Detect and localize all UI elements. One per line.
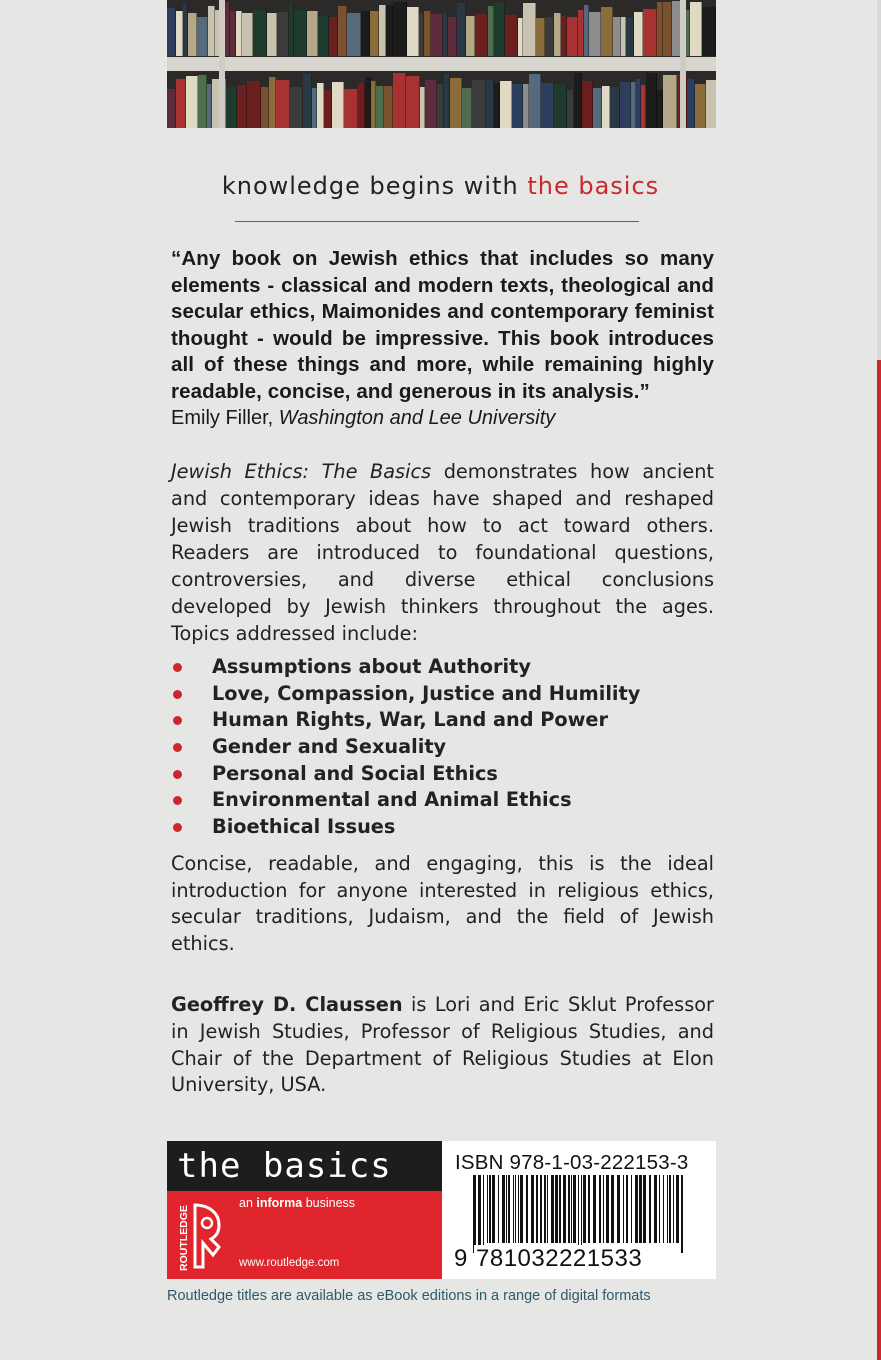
list-item (171, 654, 714, 681)
book-spine (523, 3, 536, 56)
right-edge-strip (877, 0, 881, 1360)
barcode-bar (654, 1175, 657, 1243)
barcode-number: 781032221533 (476, 1245, 643, 1272)
book-spine (706, 80, 716, 128)
series-label: the basics (167, 1141, 442, 1191)
barcode-bar (520, 1175, 523, 1243)
book-spine (386, 5, 393, 56)
book-spine (450, 78, 462, 128)
barcode-icon (473, 1175, 685, 1253)
book-spine (307, 11, 318, 56)
barcode-lead-digit: 9 (454, 1245, 468, 1272)
book-spine (425, 80, 437, 128)
barcode-bar (578, 1175, 579, 1253)
book-spine (431, 14, 443, 56)
book-spine (317, 83, 324, 128)
book-spine (663, 75, 677, 128)
informa-tagline (239, 1196, 355, 1210)
publisher-logo-text: ROUTLEDGE (178, 1205, 190, 1271)
bullet-icon (173, 663, 182, 672)
barcode-block (442, 1141, 716, 1279)
book-spine (554, 13, 561, 56)
topic-label: Personal and Social Ethics (212, 761, 498, 785)
bookshelf-photo (167, 0, 716, 128)
book-spine (237, 85, 247, 128)
book-spine (536, 18, 545, 56)
barcode-bar (540, 1175, 542, 1243)
bullet-icon (173, 796, 182, 805)
book-spine (176, 11, 183, 56)
barcode-digits (454, 1245, 704, 1273)
barcode-bar (492, 1175, 495, 1243)
book-spine (457, 3, 466, 56)
book-spine (448, 17, 457, 56)
book-spine (176, 79, 186, 128)
barcode-bar (643, 1175, 646, 1243)
barcode-bar (573, 1175, 576, 1243)
book-spine (186, 76, 198, 128)
barcode-bar (551, 1175, 554, 1243)
book-spine (486, 80, 494, 128)
barcode-bar (623, 1175, 624, 1243)
book-spine (554, 84, 567, 128)
barcode-bar (526, 1175, 528, 1243)
book-spine (466, 16, 475, 56)
quote-author: Emily Filler, (171, 407, 279, 429)
book-spine (634, 12, 643, 56)
quote-attribution (171, 405, 714, 431)
barcode-bar (489, 1175, 491, 1243)
book-spine (626, 18, 634, 56)
book-spine (687, 79, 695, 128)
book-spine (602, 86, 610, 128)
book-spine (512, 84, 523, 128)
list-item (171, 734, 714, 761)
barcode-bar (583, 1175, 586, 1243)
barcode-bar (478, 1175, 481, 1253)
barcode-bar (531, 1175, 534, 1243)
book-spine (494, 3, 505, 56)
publisher-url: www.routledge.com (239, 1257, 340, 1269)
informa-name: informa (256, 1196, 303, 1210)
book-spine (695, 84, 706, 128)
book-spine (332, 82, 344, 128)
book-description (171, 458, 714, 647)
book-spine (253, 10, 267, 56)
book-spine (646, 73, 657, 128)
list-item (171, 787, 714, 814)
book-spine (294, 10, 307, 56)
book-spine (269, 77, 276, 128)
book-spine (379, 5, 386, 56)
barcode-bar (571, 1175, 572, 1243)
barcode-bar (603, 1175, 604, 1243)
book-spine (208, 6, 215, 56)
book-spine (376, 86, 384, 128)
barcode-bar (502, 1175, 505, 1243)
topic-label: Gender and Sexuality (212, 735, 447, 759)
book-spine (613, 17, 621, 56)
book-spine (407, 7, 419, 56)
book-spine (198, 75, 207, 128)
book-spine (406, 76, 420, 128)
book-spine (643, 9, 657, 56)
book-spine (393, 2, 407, 56)
quote-affiliation: Washington and Lee University (278, 407, 556, 429)
barcode-bar (483, 1175, 484, 1253)
barcode-bar (588, 1175, 590, 1243)
book-spine (690, 2, 702, 56)
barcode-bar (617, 1175, 620, 1243)
barcode-bar (536, 1175, 538, 1243)
list-item (171, 814, 714, 841)
book-spine (462, 88, 472, 128)
barcode-bar (473, 1175, 476, 1253)
book-spine (167, 89, 176, 128)
book-spine (226, 87, 237, 128)
barcode-bar (487, 1175, 488, 1243)
book-spine (358, 83, 365, 128)
topics-list (171, 654, 714, 841)
book-spine (197, 17, 208, 56)
informa-suffix: business (302, 1196, 356, 1210)
book-spine (589, 12, 601, 56)
barcode-bar (506, 1175, 507, 1243)
topic-label: Love, Compassion, Justice and Humility (212, 681, 641, 705)
barcode-bar (518, 1175, 519, 1243)
barcode-bar (559, 1175, 561, 1243)
book-spine (242, 13, 253, 56)
book-spine (424, 11, 431, 56)
barcode-bar (676, 1175, 679, 1243)
barcode-bar (663, 1175, 664, 1243)
book-spine (472, 80, 486, 128)
barcode-bar (673, 1175, 674, 1243)
book-spine (290, 87, 303, 128)
book-spine (567, 90, 574, 128)
book-spine (247, 81, 261, 128)
barcode-bar (568, 1175, 570, 1243)
book-spine (324, 90, 332, 128)
bullet-icon (173, 743, 182, 752)
endorsement-quote: “Any book on Jewish ethics that includes so many elements - classical and modern texts, theological and secular ethics, Maimonides and contemporary feminist thought - would be impressive. This book introduces all of these things and more, while remaining highly readable, concise, and generous in its analysis.” (171, 247, 714, 403)
book-title: Jewish Ethics: The Basics (171, 460, 432, 483)
barcode-bar (581, 1175, 582, 1253)
book-spine (601, 7, 613, 56)
barcode-bar (611, 1175, 614, 1243)
ebook-note: Routledge titles are available as eBook editions in a range of digital formats (167, 1288, 651, 1304)
barcode-bar (667, 1175, 668, 1243)
barcode-bar (599, 1175, 601, 1243)
topic-label: Environmental and Animal Ethics (212, 788, 572, 812)
description-text: demonstrates how ancient and contemporary ideas have shaped and reshaped Jewish traditions about how to act toward others. Readers are introduced to foundational questions, controversies, and diverse ethical conclusions developed by Jewish thinkers throughout the ages. Topics addressed include: (171, 460, 714, 645)
bullet-icon (173, 770, 182, 779)
routledge-logo-icon (175, 1199, 231, 1273)
author-bio-text: is Lori and Eric Sklut Professor in Jewish Studies, Professor of Religious Studies, and Chair of the Department of Religious Studies at Elon University, USA. (171, 993, 714, 1097)
bullet-icon (173, 823, 182, 832)
book-spine (574, 73, 582, 128)
book-spine (370, 11, 379, 56)
book-spine (188, 13, 197, 56)
book-spine (505, 15, 518, 56)
isbn-label: ISBN 978-1-03-222153-3 (455, 1151, 689, 1174)
book-spine (582, 81, 593, 128)
book-spine (267, 13, 277, 56)
book-spine (610, 87, 620, 128)
book-spine (529, 74, 541, 128)
author-bio (171, 992, 714, 1099)
book-spine (361, 11, 370, 56)
book-spine (475, 14, 488, 56)
series-logo-block (167, 1141, 442, 1279)
barcode-bar (544, 1175, 546, 1243)
book-spine (663, 2, 672, 56)
barcode-bar (508, 1175, 510, 1243)
conclusion-paragraph: Concise, readable, and engaging, this is the ideal introduction for anyone interested in religious ethics, secular traditions, Judaism, and the field of Jewish ethics. (171, 852, 714, 955)
author-name: Geoffrey D. Claussen (171, 993, 403, 1016)
book-spine (347, 13, 361, 56)
book-spine (303, 74, 312, 128)
barcode-bar (606, 1175, 609, 1243)
book-spine (384, 86, 393, 128)
barcode-bar (513, 1175, 514, 1243)
topic-label: Human Rights, War, Land and Power (212, 708, 608, 732)
book-spine (545, 17, 554, 56)
book-spine (593, 88, 602, 128)
book-spine (277, 12, 289, 56)
barcode-bar (498, 1175, 499, 1243)
barcode-bar (669, 1175, 671, 1243)
tagline-highlight: the basics (527, 172, 660, 200)
book-spine (167, 8, 176, 56)
book-spine (541, 83, 554, 128)
barcode-bar (563, 1175, 566, 1243)
book-spine (318, 16, 329, 56)
bullet-icon (173, 716, 182, 725)
barcode-bar (639, 1175, 642, 1243)
barcode-bar (635, 1175, 638, 1243)
list-item (171, 681, 714, 708)
tagline-text: knowledge begins with (221, 172, 528, 200)
barcode-bar (649, 1175, 651, 1243)
barcode-bar (681, 1175, 683, 1253)
barcode-bar (593, 1175, 596, 1243)
book-spine (261, 87, 269, 128)
book-spine (338, 6, 347, 56)
divider (235, 221, 639, 222)
barcode-bar (515, 1175, 516, 1243)
book-spine (702, 7, 716, 56)
barcode-bar (547, 1175, 548, 1243)
book-spine (393, 73, 406, 128)
topic-label: Bioethical Issues (212, 815, 396, 839)
topic-label: Assumptions about Authority (212, 655, 531, 678)
book-spine (276, 80, 290, 128)
list-item (171, 761, 714, 788)
book-spine (344, 89, 358, 128)
book-spine (620, 82, 631, 128)
bullet-icon (173, 690, 182, 699)
book-spine (329, 17, 338, 56)
list-item (171, 707, 714, 734)
informa-prefix: an (239, 1196, 257, 1210)
book-spine (567, 17, 578, 56)
barcode-bar (626, 1175, 628, 1243)
barcode-bar (555, 1175, 558, 1243)
barcode-bar (631, 1175, 632, 1243)
tagline (0, 172, 881, 200)
barcode-bar (659, 1175, 660, 1243)
book-spine (437, 84, 444, 128)
book-spine (500, 81, 512, 128)
